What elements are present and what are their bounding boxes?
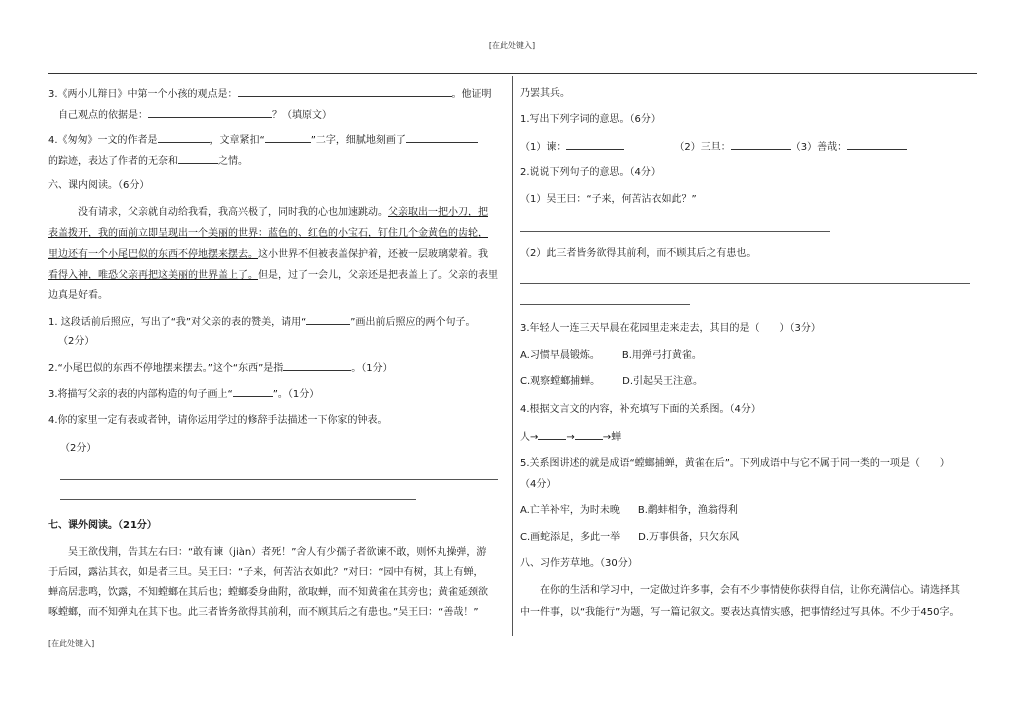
page-header-note: [在此处键入]: [488, 41, 536, 50]
answer-blank[interactable]: [238, 86, 452, 97]
question-3-line-2: 自己观点的依据是： ？（填原文）: [58, 107, 332, 123]
choice-b[interactable]: B.用弹弓打黄雀。: [621, 350, 702, 361]
choice-b[interactable]: B.鹬蚌相争，渔翁得利: [637, 505, 738, 516]
passage-line: 表盖拨开，我的面前立即呈现出一个美丽的世界：蓝色的、红色的小宝石，钉住几个金黄色的齿轮，: [48, 228, 488, 239]
column-divider: [512, 76, 513, 636]
writing-prompt-line: 在你的生活和学习中，一定做过许多事，会有不少事情使你获得自信，让你充满信心。请选择其: [540, 585, 960, 596]
choice-a[interactable]: A.习惯早晨锻炼。: [520, 350, 600, 361]
page-footer-note: [在此处键入]: [48, 639, 95, 648]
relation-diagram: 人→ → →蝉: [520, 429, 621, 445]
reading-question-4-score: （2分）: [60, 443, 97, 454]
answer-blank[interactable]: [233, 386, 273, 397]
classical-text-line: 乃罢其兵。: [520, 88, 570, 99]
passage-line: 看得入神，唯恐父亲再把这美丽的世界盖上了。但是，过了一会儿，父亲还是把表盖上了。父亲的表里: [48, 270, 498, 281]
answer-line[interactable]: [60, 479, 498, 480]
choice-c[interactable]: C.画蛇添足，多此一举: [520, 532, 621, 543]
choice-row: [520, 503, 738, 518]
answer-blank[interactable]: [847, 139, 907, 150]
classical-text-line: 蝉高居悲鸣，饮露，不知螳螂在其后也；螳螂委身曲附，欲取蝉，而不知黄雀在其旁也；黄雀延颈欲: [48, 587, 488, 598]
passage-line: 里边还有一个小尾巴似的东西不停地摆来摆去。这小世界不但被表盖保护着，还被一层玻璃蒙着。我: [48, 249, 488, 260]
sub-question-2-item-1: （1）吴王曰：“子来，何苦沾衣如此？”: [520, 194, 697, 205]
answer-line[interactable]: [520, 231, 830, 232]
reading-question-3: 3.将描写父亲的表的内部构造的句子画上“ ”。（1分）: [48, 386, 319, 402]
classical-text-line: 吴王欲伐荆，告其左右曰：“敢有谏（jiàn）者死！”舍人有少孺子者欲谏不敢，则怀丸操弹，游: [68, 547, 487, 558]
choice-row: [520, 530, 739, 545]
section-8-heading: 八、习作芳草地。（30分）: [520, 558, 638, 569]
reading-question-2: 2.“小尾巴似的东西不停地摆来摆去。”这个“东西”是指 。（1分）: [48, 360, 393, 376]
answer-line[interactable]: [60, 499, 416, 500]
reading-question-1-score: （2分）: [58, 336, 95, 347]
answer-blank[interactable]: [265, 132, 311, 143]
sub-question-4: 4.根据文言文的内容，补充填写下面的关系图。（4分）: [520, 404, 761, 415]
answer-blank[interactable]: [566, 139, 624, 150]
passage-line: 没有请求，父亲就自动给我看，我高兴极了，同时我的心也加速跳动。父亲取出一把小刀，把: [78, 207, 488, 218]
choice-row: [520, 348, 702, 363]
sub-question-5-score: （4分）: [520, 479, 557, 490]
classical-text-line: 于后园，露沾其衣，如是者三旦。吴王曰：“子来，何苦沾衣如此？”对曰：“园中有树，其上有蝉，: [48, 567, 484, 578]
reading-question-4: 4.你的家里一定有表或者钟，请你运用学过的修辞手法描述一下你家的钟表。: [48, 415, 388, 426]
sub-question-2-item-2: （2）此三者皆务欲得其前利，而不顾其后之有患也。: [520, 248, 757, 259]
answer-blank[interactable]: [731, 139, 791, 150]
reading-question-1: 1. 这段话前后照应，写出了“我”对父亲的表的赞美，请用“ ”画出前后照应的两个句子。: [48, 314, 475, 330]
header-rule: [48, 73, 977, 74]
choice-row: [520, 374, 703, 389]
writing-prompt-line: 中一件事，以“我能行”为题，写一篇记叙文。要表达真情实感，把事情经过写具体。不少于450字。: [520, 607, 960, 618]
answer-blank[interactable]: [283, 360, 351, 371]
choice-d[interactable]: D.引起吴王注意。: [622, 376, 704, 387]
sub-question-1-items: （1）谏： （2）三旦： （3）善哉：: [520, 139, 907, 155]
section-7-heading: 七、课外阅读。（21分）: [48, 520, 157, 531]
answer-blank[interactable]: [538, 429, 566, 440]
answer-blank[interactable]: [406, 132, 478, 143]
answer-blank[interactable]: [158, 132, 210, 143]
question-3-line-1: 3.《两小儿辩日》中第一个小孩的观点是： 。他证明: [48, 86, 492, 102]
sub-question-1: 1.写出下列字词的意思。（6分）: [520, 114, 661, 125]
answer-blank[interactable]: [575, 429, 603, 440]
section-6-heading: 六、课内阅读。（6分）: [48, 180, 150, 191]
choice-a[interactable]: A.亡羊补牢，为时未晚: [520, 505, 620, 516]
answer-blank[interactable]: [178, 153, 218, 164]
choice-d[interactable]: D.万事俱备，只欠东风: [638, 532, 740, 543]
question-4-line-2: 的踪迹，表达了作者的无奈和 之情。: [48, 153, 248, 169]
sub-question-3: 3.年轻人一连三天早晨在花园里走来走去，其目的是（ ）（3分）: [520, 323, 821, 334]
question-4-line-1: 4.《匆匆》一文的作者是 ，文章紧扣“ ”二字，细腻地刻画了: [48, 132, 478, 148]
sub-question-2: 2.说说下列句子的意思。（4分）: [520, 167, 661, 178]
passage-line: 边真是好看。: [48, 290, 108, 301]
answer-blank[interactable]: [148, 107, 272, 118]
answer-line[interactable]: [520, 304, 690, 305]
answer-blank[interactable]: [306, 314, 350, 325]
answer-line[interactable]: [520, 283, 970, 284]
classical-text-line: 啄螳螂，而不知弹丸在其下也。此三者皆务欲得其前利，而不顾其后之有患也。”吴王曰：“善哉！”: [48, 607, 479, 618]
choice-c[interactable]: C.观察螳螂捕蝉。: [520, 376, 601, 387]
sub-question-5: 5.关系图讲述的就是成语“螳螂捕蝉，黄雀在后”。下列成语中与它不属于同一类的一项是（ ）: [520, 458, 950, 469]
